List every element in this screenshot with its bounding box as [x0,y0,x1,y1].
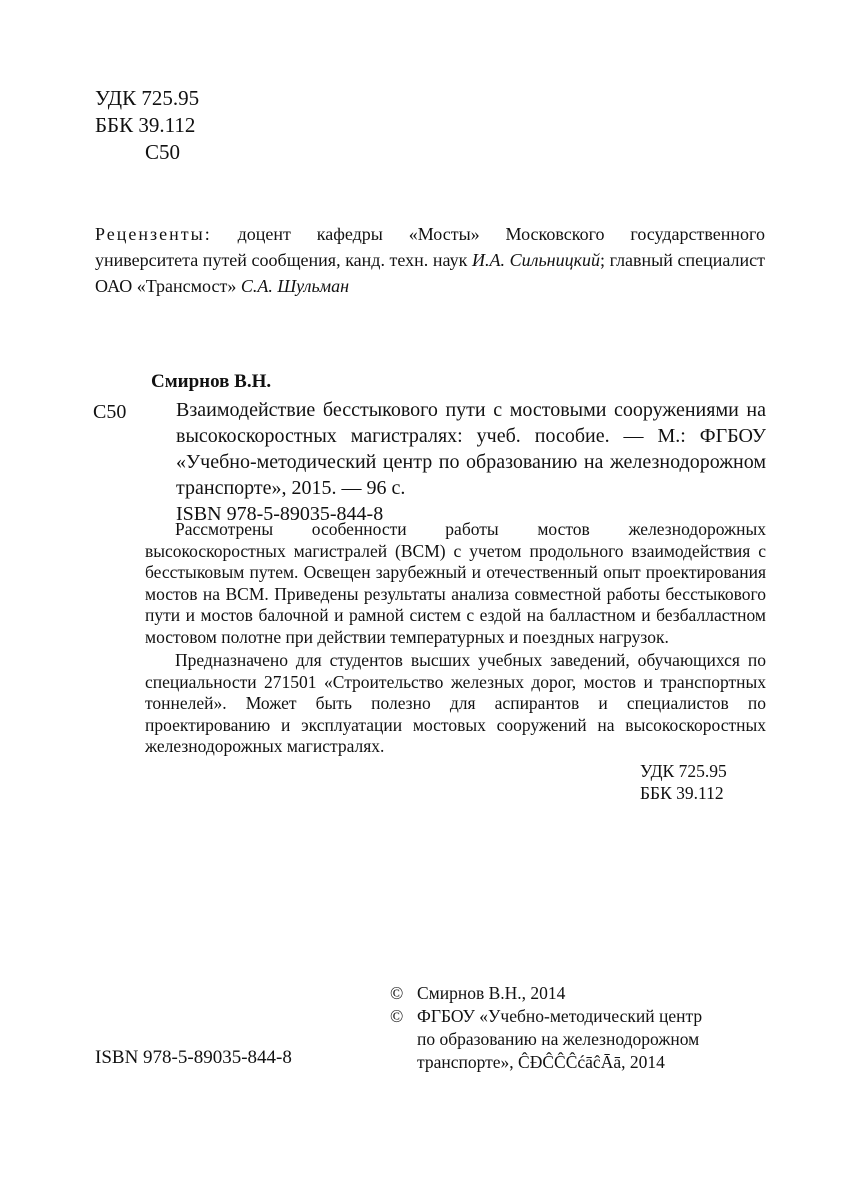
annotation-paragraph-2: Предназначено для студентов высших учебных заведений, обучающихся по специальности 271501 «Строительство железных дорог, мостов и транспортных тоннелей». Может быть полезно для аспирантов и специалистов по проектированию и эксплуатации мостовых сооружений на высокоскоростных железнодорожных магистралях. [145,650,766,756]
copyright-block [390,982,790,1074]
record-author: Смирнов В.Н. [151,371,272,392]
isbn-bottom: ISBN 978-5-89035-844-8 [95,1047,292,1068]
reviewer-name-2: С.А. Шульман [240,276,350,296]
udk-code: УДК 725.95 [95,86,200,110]
reviewers-paragraph [95,221,765,299]
copyright-publisher-cont-2: транспорте», ĈĐĈĈĈćāĉĀā, 2014 [417,1052,665,1072]
copyright-publisher-cont-1: по образованию на железнодорожном [417,1029,700,1049]
copyright-author: Смирнов В.Н., 2014 [417,983,566,1003]
copyright-line-publisher [390,1005,790,1028]
reviewer-name-1: И.А. Сильницкий [471,250,600,270]
reviewers-text-1: доцент кафедры «Мосты» Московского государственного университета путей сообщения, канд. техн. наук [95,224,765,270]
reviewers-label: Рецензенты: [95,224,212,244]
udk-code-bottom: УДК 725.95 [640,761,727,781]
annotation-paragraph-1: Рассмотрены особенности работы мостов железнодорожных высокоскоростных магистралей (ВСМ) с учетом продольного взаимодействия с бесстыковым путем. Освещен зарубежный и отечественный опыт проектирования мостов на ВСМ. Приведены результаты анализа совместной работы бесстыкового пути и мостов балочной и рамной систем с ездой на балластном и безбалластном мостовом полотне при действии температурных и поездных нагрузок. [145,519,766,647]
copyright-symbol: © [390,1006,404,1026]
annotation [145,519,766,758]
record-description-block [176,397,766,527]
bbk-code: ББК 39.112 [95,113,196,137]
copyright-publisher: ФГБОУ «Учебно-методический центр [417,1006,703,1026]
bottom-classification-codes [640,761,727,804]
copyright-line-author [390,982,790,1005]
top-classification-codes [95,85,199,166]
reviewers-text-2: ; главный специалист ОАО «Трансмост» [95,250,765,296]
record-description: Взаимодействие бесстыкового пути с мостовыми сооружениями на высокоскоростных магистралях: учеб. пособие. — М.: ФГБОУ «Учебно-методический центр по образованию на железнодорожном транспорте», 2015. — 96 с. [176,399,766,499]
record-isbn: ISBN 978-5-89035-844-8 [176,503,384,525]
author-mark: С50 [145,140,181,164]
bbk-code-bottom: ББК 39.112 [640,782,724,803]
copyright-symbol: © [390,983,404,1003]
record-cipher: С50 [93,401,127,423]
